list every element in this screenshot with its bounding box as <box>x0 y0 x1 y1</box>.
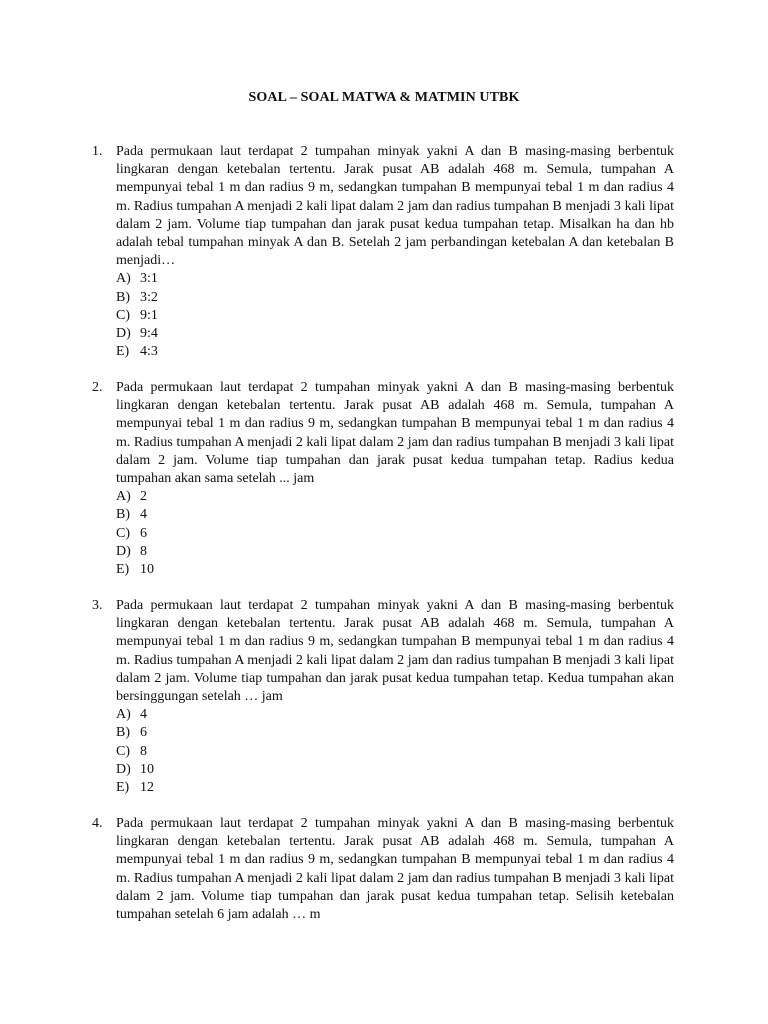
option-value: 8 <box>140 743 147 759</box>
option-c <box>116 307 674 325</box>
option-value: 9:4 <box>140 325 158 341</box>
option-letter: C) <box>116 307 130 323</box>
option-letter: C) <box>116 743 130 759</box>
option-value: 2 <box>140 489 147 505</box>
option-b <box>116 724 674 742</box>
answer-options <box>116 270 674 361</box>
option-c <box>116 525 674 543</box>
question-number: 3. <box>92 598 103 613</box>
option-value: 3:2 <box>140 289 158 305</box>
option-letter: D) <box>116 325 131 341</box>
option-value: 10 <box>140 761 154 777</box>
question-2 <box>92 379 674 579</box>
option-letter: B) <box>116 507 130 523</box>
option-letter: B) <box>116 725 130 741</box>
option-letter: A) <box>116 707 131 723</box>
option-value: 9:1 <box>140 307 158 323</box>
option-letter: D) <box>116 543 131 559</box>
option-value: 6 <box>140 525 147 541</box>
option-a <box>116 270 674 288</box>
option-letter: B) <box>116 289 130 305</box>
option-value: 4 <box>140 707 147 723</box>
option-letter: C) <box>116 525 130 541</box>
option-letter: E) <box>116 779 130 795</box>
option-value: 4:3 <box>140 344 158 360</box>
question-1 <box>92 143 674 361</box>
question-number: 4. <box>92 816 103 831</box>
question-text: Pada permukaan laut terdapat 2 tumpahan minyak yakni A dan B masing-masing berbentuk lingkaran dengan ketebalan tertentu. Jarak pusat AB adalah 468 m. Semula, tumpahan A mempunyai tebal 1 m dan radius 9 m, sedangkan tumpahan B mempunyai tebal 1 m dan radius 4 m. Radius tumpahan A menjadi 2 kali lipat dalam 2 jam dan radius tumpahan B menjadi 3 kali lipat dalam 2 jam. Volume tiap tumpahan dan jarak pusat kedua tumpahan tetap. Misalkan ha dan hb adalah tebal tumpahan minyak A dan B. Setelah 2 jam perbandingan ketebalan A dan ketebalan B menjadi… <box>116 144 674 269</box>
option-b <box>116 289 674 307</box>
question-text: Pada permukaan laut terdapat 2 tumpahan minyak yakni A dan B masing-masing berbentuk lingkaran dengan ketebalan tertentu. Jarak pusat AB adalah 468 m. Semula, tumpahan A mempunyai tebal 1 m dan radius 9 m, sedangkan tumpahan B mempunyai tebal 1 m dan radius 4 m. Radius tumpahan A menjadi 2 kali lipat dalam 2 jam dan radius tumpahan B menjadi 3 kali lipat dalam 2 jam. Volume tiap tumpahan dan jarak pusat kedua tumpahan tetap. Kedua tumpahan akan bersinggungan setelah … jam <box>116 598 674 705</box>
answer-options <box>116 706 674 797</box>
question-text: Pada permukaan laut terdapat 2 tumpahan minyak yakni A dan B masing-masing berbentuk lingkaran dengan ketebalan tertentu. Jarak pusat AB adalah 468 m. Semula, tumpahan A mempunyai tebal 1 m dan radius 9 m, sedangkan tumpahan B mempunyai tebal 1 m dan radius 4 m. Radius tumpahan A menjadi 2 kali lipat dalam 2 jam dan radius tumpahan B menjadi 3 kali lipat dalam 2 jam. Volume tiap tumpahan dan jarak pusat kedua tumpahan tetap. Radius kedua tumpahan akan sama setelah ... jam <box>116 380 674 487</box>
question-3 <box>92 597 674 797</box>
option-letter: E) <box>116 561 130 577</box>
option-e <box>116 343 674 361</box>
option-d <box>116 325 674 343</box>
question-number: 2. <box>92 380 103 395</box>
option-c <box>116 743 674 761</box>
option-value: 12 <box>140 779 154 795</box>
option-value: 6 <box>140 725 147 741</box>
option-e <box>116 561 674 579</box>
option-letter: E) <box>116 344 130 360</box>
question-4 <box>92 815 674 924</box>
option-letter: A) <box>116 271 131 287</box>
option-d <box>116 543 674 561</box>
question-text: Pada permukaan laut terdapat 2 tumpahan minyak yakni A dan B masing-masing berbentuk lingkaran dengan ketebalan tertentu. Jarak pusat AB adalah 468 m. Semula, tumpahan A mempunyai tebal 1 m dan radius 9 m, sedangkan tumpahan B mempunyai tebal 1 m dan radius 4 m. Radius tumpahan A menjadi 2 kali lipat dalam 2 jam dan radius tumpahan B menjadi 3 kali lipat dalam 2 jam. Volume tiap tumpahan dan jarak pusat kedua tumpahan tetap. Selisih ketebalan tumpahan setelah 6 jam adalah … m <box>116 816 674 923</box>
option-letter: A) <box>116 489 131 505</box>
question-number: 1. <box>92 144 103 159</box>
option-d <box>116 761 674 779</box>
option-a <box>116 488 674 506</box>
answer-options <box>116 488 674 579</box>
document-title: SOAL – SOAL MATWA & MATMIN UTBK <box>248 90 520 105</box>
option-value: 8 <box>140 543 147 559</box>
option-b <box>116 506 674 524</box>
option-a <box>116 706 674 724</box>
option-e <box>116 779 674 797</box>
option-letter: D) <box>116 761 131 777</box>
option-value: 3:1 <box>140 271 158 287</box>
option-value: 4 <box>140 507 147 523</box>
option-value: 10 <box>140 561 154 577</box>
